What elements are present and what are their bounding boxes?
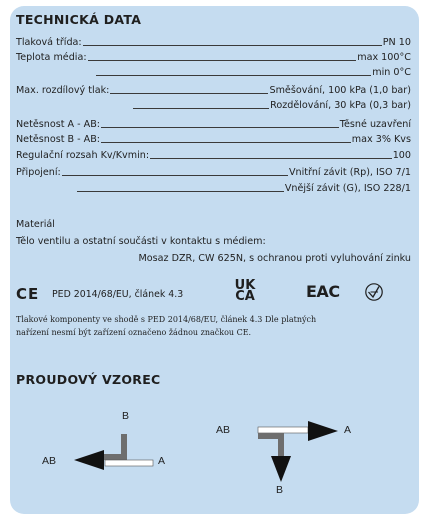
check-seal-icon — [364, 282, 384, 302]
spec-diff-pressure-mixing — [16, 84, 411, 96]
eac-mark-icon: EAC — [306, 282, 340, 301]
flow-right-label-ab: AB — [216, 424, 231, 436]
section-title-flow-pattern: PROUDOVÝ VZOREC — [16, 372, 161, 387]
spec-label: Max. rozdílový tlak: — [16, 85, 110, 96]
spec-value: Těsné uzavření — [339, 119, 411, 130]
flow-left-label-ab: AB — [42, 455, 57, 467]
spec-value: Směšování, 100 kPa (1,0 bar) — [269, 85, 411, 96]
spec-value: PN 10 — [382, 37, 411, 48]
spec-value: Vnější závit (G), ISO 228/1 — [284, 183, 411, 194]
spec-label: Regulační rozsah Kv/Kvmin: — [16, 150, 150, 161]
spec-medium-temp-min — [95, 66, 411, 78]
ukca-mark-icon: UK CA — [234, 278, 256, 304]
spec-label: Teplota média: — [16, 52, 87, 63]
spec-value: 100 — [392, 150, 411, 161]
spec-pressure-class — [16, 36, 411, 48]
spec-diff-pressure-diverting — [132, 99, 411, 111]
flow-left-label-b: B — [122, 410, 130, 422]
flow-left-label-a: A — [158, 455, 166, 467]
material-heading: Materiál — [16, 219, 55, 230]
spec-medium-temp-max — [16, 51, 411, 63]
certification-note-line-2: nařízení nesmí být zařízení označeno žádnou značkou CE. — [16, 328, 252, 337]
section-title-technical-data: TECHNICKÁ DATA — [16, 12, 142, 27]
flow-right-label-b: B — [276, 484, 284, 496]
material-line-1: Tělo ventilu a ostatní součásti v kontaktu s médiem: — [16, 236, 266, 247]
spec-connection-internal — [16, 166, 411, 178]
spec-leak-a-ab — [16, 118, 411, 130]
spec-leak-b-ab — [16, 133, 411, 145]
spec-value: min 0°C — [372, 67, 411, 78]
spec-label: Netěsnost A - AB: — [16, 119, 101, 130]
spec-control-range — [16, 149, 411, 161]
ped-text: PED 2014/68/EU, článek 4.3 — [52, 289, 184, 300]
flow-diagram-diverting — [240, 410, 360, 485]
material-line-2: Mosaz DZR, CW 625N, s ochranou proti vyluhování zinku — [138, 253, 411, 264]
spec-label: Připojení: — [16, 167, 61, 178]
spec-label: Netěsnost B - AB: — [16, 134, 101, 145]
spec-value: max 3% Kvs — [351, 134, 411, 145]
spec-label: Tlaková třída: — [16, 37, 82, 48]
spec-value: Rozdělování, 30 kPa (0,3 bar) — [270, 100, 411, 111]
certification-note-line-1: Tlakové komponenty ve shodě s PED 2014/68/EU, článek 4.3 Dle platných — [16, 315, 317, 324]
ce-mark-icon: CE — [16, 285, 40, 303]
spec-connection-external — [76, 182, 411, 194]
flow-diagram-mixing — [30, 408, 190, 483]
flow-right-label-a: A — [344, 424, 352, 436]
spec-value: Vnitřní závit (Rp), ISO 7/1 — [288, 167, 411, 178]
spec-value: max 100°C — [357, 52, 411, 63]
